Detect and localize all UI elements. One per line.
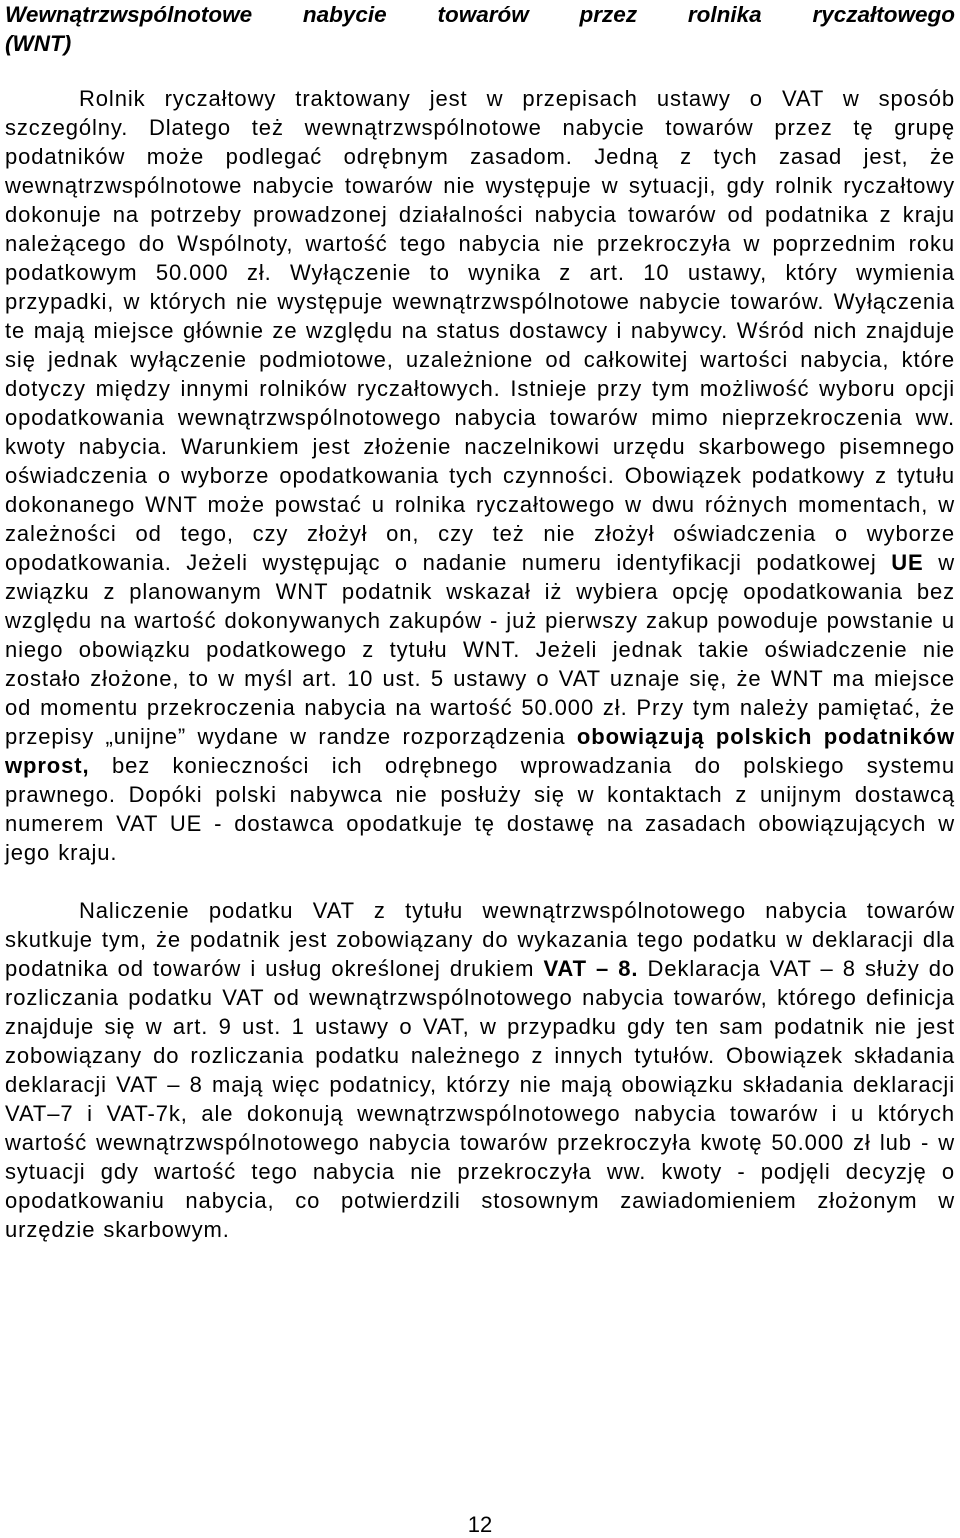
document-page xyxy=(5,0,955,1244)
bold-term-vat8: VAT – 8. xyxy=(543,956,639,981)
paragraph-text: Rolnik ryczałtowy traktowany jest w przepisach ustawy o VAT w sposób szczególny. Dlatego też wewnątrzwspólnotowe nabycie towarów przez tę grupę podatników może podlegać odrębnym zasadom. Jedną z tych zasad jest, że wewnątrzwspólnotowe nabycie towarów nie występuje w sytuacji, gdy rolnik ryczałtowy dokonuje na potrzeby prowadzonej działalności nabycia towarów od podatnika z kraju należącego do Wspólnoty, wartość tego nabycia nie przekroczyła w poprzednim roku podatkowym 50.000 zł. Wyłączenie to wynika z art. 10 ustawy, który wymienia przypadki, w których nie występuje wewnątrzwspólnotowe nabycie towarów. Wyłączenia te mają miejsce głównie ze względu na status dostawcy i nabywcy. Wśród nich znajduje się jednak wyłączenie podmiotowe, uzależnione od całkowitej wartości nabycia, które dotyczy między innymi rolników ryczałtowych. Istnieje przy tym możliwość wyboru opcji opodatkowania wewnątrzwspólnotowego nabycia towarów mimo nieprzekroczenia ww. kwoty nabycia. Warunkiem jest złożenie naczelnikowi urzędu skarbowego pisemnego oświadczenia o wyborze opodatkowania tych czynności. Obowiązek podatkowy z tytułu dokonanego WNT może powstać u rolnika ryczałtowego w dwu różnych momentach, w zależności od tego, czy złożył on, czy też nie złożył oświadczenia o wyborze opodatkowania. Jeżeli występując o nadanie numeru identyfikacji podatkowej xyxy=(5,86,955,575)
bold-phrase-wprost: obowiązują polskich podatników wprost, xyxy=(5,724,955,778)
page-number: 12 xyxy=(467,1512,493,1537)
paragraph-naliczenie-podatku xyxy=(5,896,955,1244)
paragraph-text: bez konieczności ich odrębnego wprowadzania do polskiego systemu prawnego. Dopóki polski nabywca nie posłuży się w kontaktach z unijnym dostawcą numerem VAT UE - dostawca opodatkuje tę dostawę na zasadach obowiązujących w jego kraju. xyxy=(5,753,955,865)
paragraph-text: Deklaracja VAT – 8 służy do rozliczania podatku VAT od wewnątrzwspólnotowego nabycia towarów, którego definicja znajduje się w art. 9 ust. 1 ustawy o VAT, w przypadku gdy ten sam podatnik nie jest zobowiązany do rozliczania podatku należnego z innych tytułów. Obowiązek składania deklaracji VAT – 8 mają więc podatnicy, którzy nie mają obowiązku składania deklaracji VAT–7 i VAT-7k, ale dokonują wewnątrzwspólnotowego nabycia towarów i u których wartość wewnątrzwspólnotowego nabycia towarów przekroczyła kwotę 50.000 zł lub - w sytuacji gdy wartość tego nabycia nie przekroczyła ww. kwoty - podjęli decyzję o opodatkowaniu nabycia, co potwierdzili stosownym zawiadomieniem złożonym w urzędzie skarbowym. xyxy=(5,956,955,1242)
paragraph-rolnik-ryczaltowy xyxy=(5,84,955,867)
bold-term-ue: UE xyxy=(891,550,924,575)
paragraph-text: Naliczenie podatku VAT z tytułu wewnątrzwspólnotowego nabycia towarów skutkuje tym, że podatnik jest zobowiązany do wykazania tego podatku w deklaracji dla podatnika od towarów i usług określonej drukiem xyxy=(5,898,955,981)
document-title-abbreviation: (WNT) xyxy=(5,31,72,56)
document-title: Wewnątrzwspólnotowe nabycie towarów przez rolnika ryczałtowego xyxy=(5,2,955,27)
paragraph-text: w związku z planowanym WNT podatnik wskazał iż wybiera opcję opodatkowania bez względu na wartość dokonywanych zakupów - już pierwszy zakup powoduje powstanie u niego obowiązku podatkowego z tytułu WNT. Jeżeli jednak takie oświadczenie nie zostało złożone, to w myśl art. 10 ust. 5 ustawy o VAT uznaje się, że WNT ma miejsce od momentu przekroczenia nabycia na wartość 50.000 zł. Przy tym należy pamiętać, że przepisy „unijne” wydane w randze rozporządzenia xyxy=(5,550,955,749)
